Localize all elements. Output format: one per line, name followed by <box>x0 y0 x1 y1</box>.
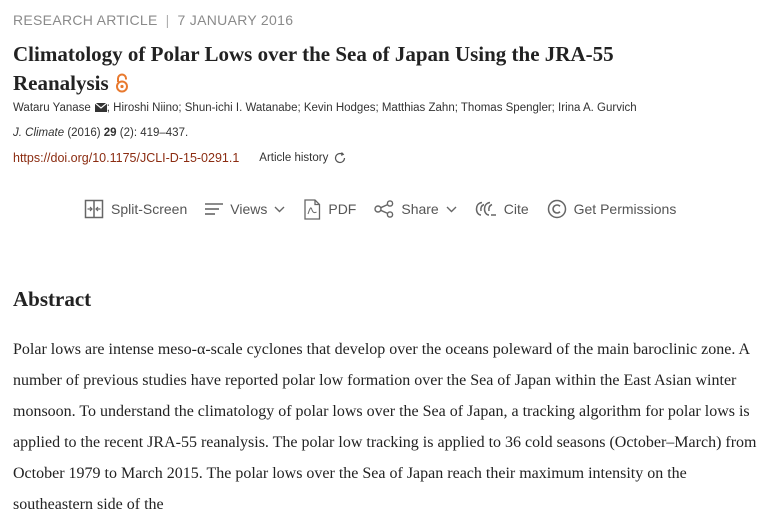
publication-date: 7 JANUARY 2016 <box>177 12 294 28</box>
views-label: Views <box>230 201 268 217</box>
share-icon <box>374 200 394 218</box>
article-title-text: Climatology of Polar Lows over the Sea of Japan Using the JRA-55 Reanalysis <box>13 42 614 95</box>
meta-separator: | <box>165 12 170 28</box>
doi-link[interactable]: https://doi.org/10.1175/JCLI-D-15-0291.1 <box>13 151 240 165</box>
article-history-toggle[interactable] <box>259 152 346 164</box>
mail-icon[interactable] <box>95 103 107 115</box>
split-screen-button[interactable] <box>84 199 187 219</box>
article-type: RESEARCH ARTICLE <box>13 12 158 28</box>
views-dropdown[interactable] <box>205 201 285 217</box>
copyright-icon <box>547 199 567 219</box>
article-meta <box>13 12 293 28</box>
open-access-lock-icon <box>115 72 129 101</box>
pdf-label: PDF <box>328 201 357 217</box>
abstract-heading: Abstract <box>13 287 92 311</box>
get-permissions-label: Get Permissions <box>573 201 677 217</box>
get-permissions-button[interactable] <box>547 199 677 219</box>
views-list-icon <box>205 202 223 216</box>
citation-issue-pages: (2): 419–437. <box>116 127 189 139</box>
cite-label: Cite <box>503 201 529 217</box>
citation-volume: 29 <box>103 127 117 139</box>
abstract-text: Polar lows are intense meso-α-scale cyclones that develop over the oceans poleward of the main baroclinic zone. A number of previous studies have reported polar low formation over the Sea of Japan within the East Asian winter monsoon. To understand the climatology of polar lows over the Sea of Japan, a tracking algorithm for polar lows is applied to the recent JRA-55 reanalysis. The polar low tracking is applied to 36 cold seasons (October–March) from October 1979 to March 2015. The polar lows over the Sea of Japan reach their maximum intensity on the southeastern side of the <box>13 341 757 513</box>
article-history-label: Article history <box>259 152 329 164</box>
author-rest: ; Hiroshi Niino; Shun-ichi I. Watanabe; Kevin Hodges; Matthias Zahn; Thomas Spengler; Irina A. Gurvich <box>106 102 637 114</box>
history-icon <box>334 152 346 164</box>
doi-row <box>13 151 346 165</box>
split-screen-label: Split-Screen <box>111 201 188 217</box>
pdf-button[interactable] <box>303 199 356 220</box>
share-label: Share <box>401 201 439 217</box>
citation-year: (2016) <box>64 127 104 139</box>
journal-name: J. Climate <box>13 127 65 139</box>
article-toolbar <box>84 197 694 221</box>
author-first[interactable]: Wataru Yanase <box>13 102 91 114</box>
cite-quote-icon <box>475 201 497 217</box>
article-title <box>13 40 713 101</box>
chevron-down-icon <box>274 206 285 213</box>
cite-button[interactable] <box>475 201 529 217</box>
share-dropdown[interactable] <box>374 200 456 218</box>
chevron-down-icon <box>446 206 457 213</box>
pdf-icon <box>303 199 321 220</box>
author-list <box>13 102 637 115</box>
citation <box>13 127 188 139</box>
split-screen-icon <box>84 199 104 219</box>
